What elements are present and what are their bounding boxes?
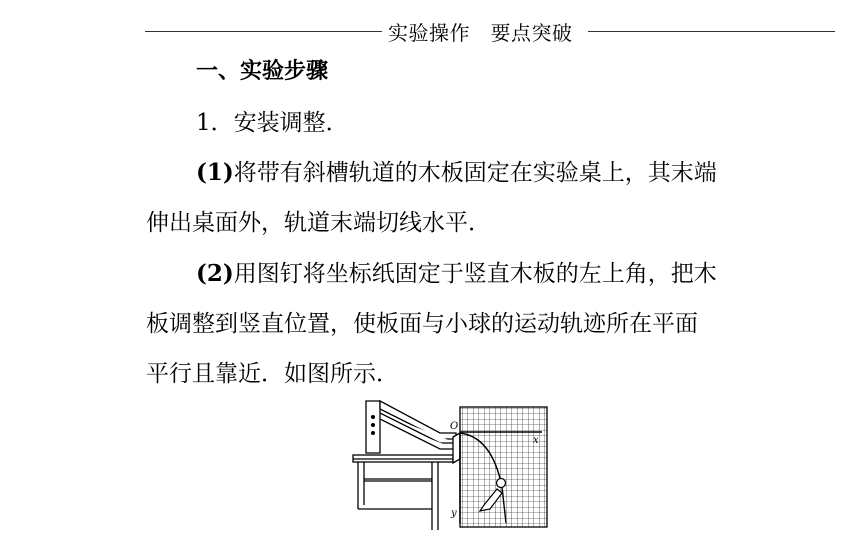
- paragraph-1-line-2: 伸出桌面外，轨道末端切线水平．: [146, 210, 491, 236]
- paragraph-1-text: 将带有斜槽轨道的木板固定在实验桌上，其末端: [233, 160, 717, 186]
- paragraph-2-line-3: 平行且靠近．如图所示．: [146, 361, 399, 387]
- header-title: 实验操作 要点突破: [388, 21, 573, 45]
- ramp-drawing: [366, 401, 460, 463]
- section-heading: 一、实验步骤: [196, 59, 329, 84]
- y-label: y: [451, 508, 457, 519]
- x-label: x: [533, 435, 539, 446]
- paragraph-1-label: (1): [196, 159, 234, 186]
- header-rule-left: [145, 31, 382, 32]
- paragraph-2-line-1: [196, 259, 717, 289]
- paragraph-1-line-1: [196, 158, 717, 188]
- origin-label: O: [450, 421, 459, 432]
- step-1-title: 1．安装调整．: [196, 110, 349, 136]
- paragraph-2-line-2: 板调整到竖直位置，使板面与小球的运动轨迹所在平面: [146, 311, 698, 337]
- paragraph-2-label: (2): [196, 260, 234, 287]
- header-rule-right: [588, 31, 835, 32]
- table-drawing: [353, 455, 453, 530]
- ball: [497, 479, 506, 488]
- coordinate-board: [460, 407, 547, 527]
- paragraph-2-text: 用图钉将坐标纸固定于竖直木板的左上角，把木: [233, 261, 717, 287]
- apparatus-figure: [352, 397, 549, 530]
- section-header: [145, 14, 835, 46]
